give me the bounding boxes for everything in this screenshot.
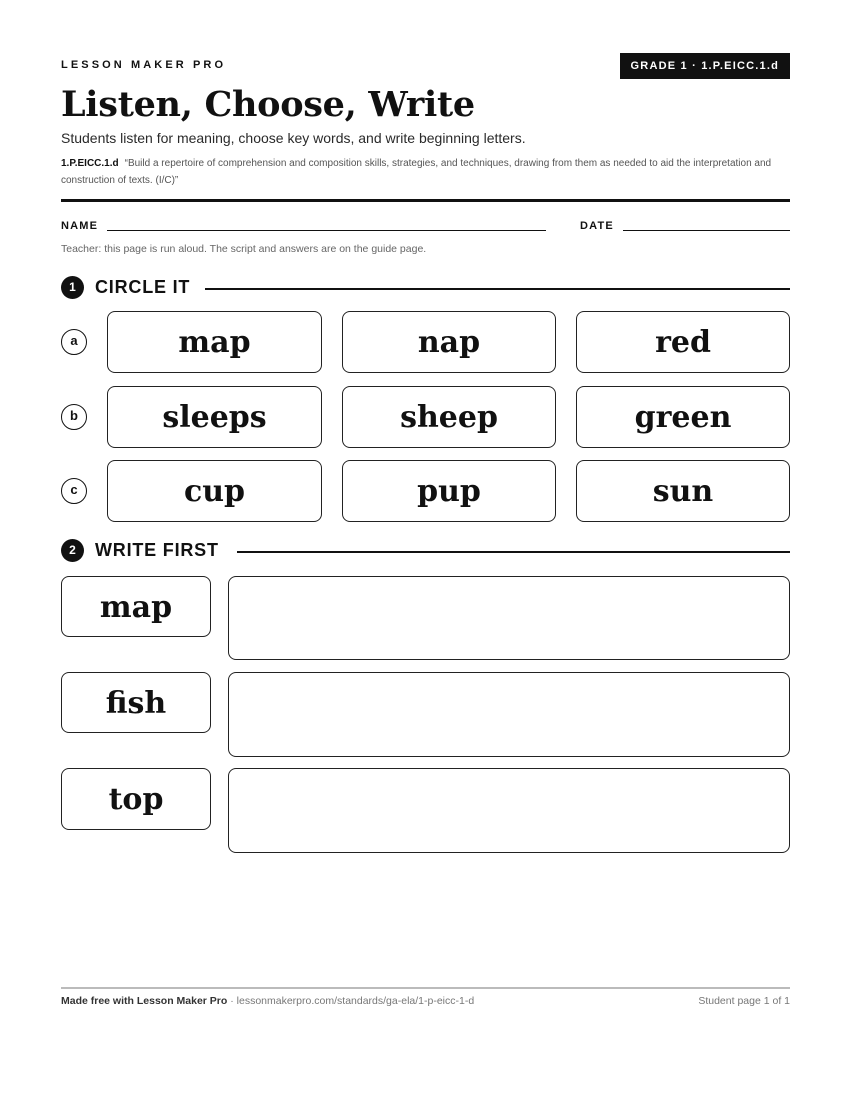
name-field[interactable] <box>107 230 546 231</box>
teacher-note: Teacher: this page is run aloud. The script and answers are on the guide page. <box>61 243 427 255</box>
section-rule <box>237 551 790 553</box>
footer-credit: Made free with Lesson Maker Pro · lessonmakerpro.com/standards/ga-ela/1-p-eicc-1-d <box>61 995 475 1007</box>
prompt-word-box <box>61 672 211 733</box>
choice-word: sun <box>652 474 714 509</box>
standard-text: “Build a repertoire of comprehension and composition skills, strategies, and techniques, drawing from them as needed to aid the interpretation and construction of texts. (I/C)” <box>61 158 772 186</box>
choice-word: sleeps <box>162 400 267 435</box>
grade-standard-badge: GRADE 1 · 1.P.EICC.1.d <box>620 53 790 79</box>
prompt-word-box <box>61 768 211 830</box>
choice-word: red <box>655 325 711 360</box>
standard-code: 1.P.EICC.1.d <box>61 158 119 169</box>
choice-box[interactable] <box>107 311 322 373</box>
page-title: Listen, Choose, Write <box>61 84 475 125</box>
standard-description <box>61 155 790 189</box>
write-answer-box[interactable] <box>228 768 790 853</box>
row-letter-b: b <box>61 404 87 430</box>
choice-word: cup <box>183 474 246 509</box>
footer-page-number: Student page 1 of 1 <box>698 995 790 1007</box>
section-rule <box>205 288 790 290</box>
row-letter-a: a <box>61 329 87 355</box>
choice-box[interactable] <box>342 386 556 448</box>
footer-made-with: Made free with Lesson Maker Pro <box>61 995 228 1007</box>
choice-box[interactable] <box>576 311 790 373</box>
row-letter-c: c <box>61 478 87 504</box>
section-number-badge: 2 <box>61 539 84 562</box>
header-divider <box>61 199 790 202</box>
choice-word: map <box>178 325 251 360</box>
footer-divider <box>61 987 790 989</box>
section-circle-it-header <box>61 276 790 300</box>
date-label: DATE <box>580 220 614 232</box>
prompt-word: top <box>108 782 164 817</box>
date-field[interactable] <box>623 230 790 231</box>
choice-word: nap <box>417 325 481 360</box>
footer-url: lessonmakerpro.com/standards/ga-ela/1-p-eicc-1-d <box>236 995 475 1007</box>
choice-box[interactable] <box>107 386 322 448</box>
name-label: NAME <box>61 220 99 232</box>
choice-box[interactable] <box>107 460 322 522</box>
page-subtitle: Students listen for meaning, choose key words, and write beginning letters. <box>61 130 526 146</box>
section-write-first-header <box>61 539 790 563</box>
write-answer-box[interactable] <box>228 576 790 660</box>
choice-word: green <box>634 400 732 435</box>
choice-word: sheep <box>400 400 498 435</box>
brand-name: LESSON MAKER PRO <box>61 59 227 71</box>
section-title: WRITE FIRST <box>95 540 219 560</box>
section-title: CIRCLE IT <box>95 277 191 297</box>
prompt-word: fish <box>105 685 167 721</box>
section-number-badge: 1 <box>61 276 84 299</box>
choice-box[interactable] <box>576 460 790 522</box>
worksheet-page <box>61 0 790 1100</box>
choice-box[interactable] <box>342 460 556 522</box>
choice-box[interactable] <box>576 386 790 448</box>
write-answer-box[interactable] <box>228 672 790 757</box>
prompt-word-box <box>61 576 211 637</box>
choice-word: pup <box>417 474 481 509</box>
choice-box[interactable] <box>342 311 556 373</box>
prompt-word: map <box>99 589 173 625</box>
